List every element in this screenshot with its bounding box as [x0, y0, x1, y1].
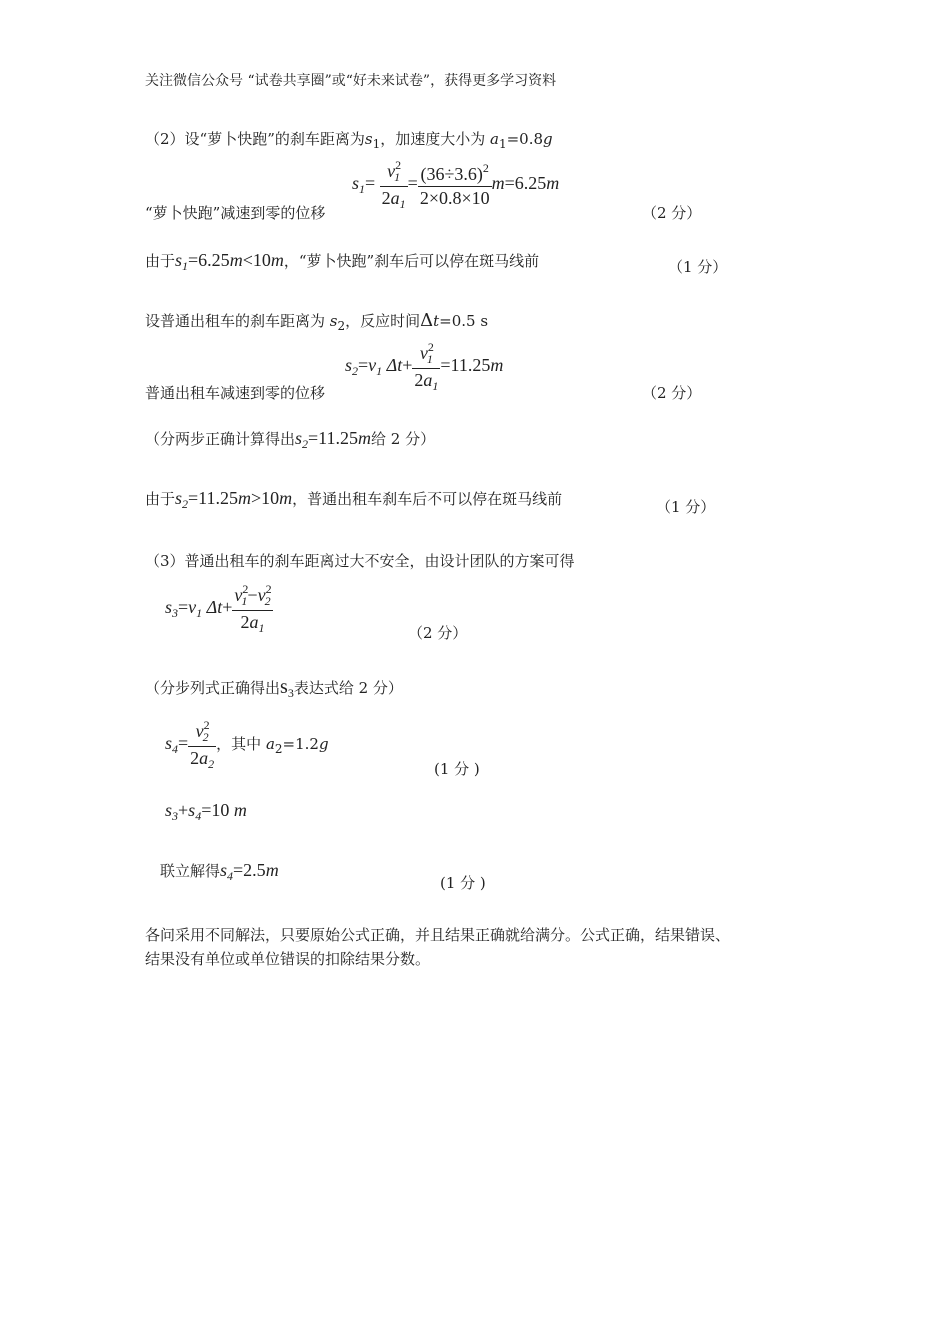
- a1-subscript: 1: [498, 137, 507, 151]
- a1-value: =0.8: [506, 130, 544, 148]
- a1-symbol: a: [490, 130, 499, 148]
- part2-intro-mid: ，加速度大小为: [380, 130, 491, 148]
- line1-score: （2 分）: [642, 204, 702, 222]
- line4-score: （2 分）: [642, 384, 702, 402]
- eq6-score: (1 分 ): [440, 874, 486, 892]
- part2-intro-text: （2）设“萝卜快跑”的刹车距离为: [145, 130, 365, 148]
- equation-s3: $s_3=v_1$ Δt+ $\frac{v^2_1-v^2_2}{2a_1}$: [165, 582, 272, 635]
- line1-label: “萝卜快跑”减速到零的位移: [145, 204, 326, 222]
- equation-s2: $s_2=v_1$ Δt+ $\frac{v^2_1}{2a_1}$ =11.25m: [345, 340, 504, 393]
- s1-subscript: 1: [372, 137, 381, 151]
- line2: 由于$s_1=6.25m<10m$，“萝卜快跑”刹车后可以停在斑马线前: [145, 250, 540, 273]
- equation-result: 联立解得$s_4=2.5m$: [160, 860, 279, 883]
- part2-intro: [145, 128, 553, 151]
- page-header: 关注微信公众号 “试卷共享圈”或“好未来试卷”，获得更多学习资料: [145, 73, 557, 89]
- footer-line2: 结果没有单位或单位错误的扣除结果分数。: [145, 950, 431, 968]
- equation-s4: $s_4=$ $\frac{v^2_2}{2a_2}$ ，其中 $a_2=1.2g$: [165, 718, 329, 771]
- line5: （分两步正确计算得出$s_2=11.25m$给 2 分）: [145, 428, 436, 451]
- line2-score: （1 分）: [668, 258, 728, 276]
- equation-sum: $s_3+s_4=10$ m: [165, 800, 247, 823]
- g-symbol: g: [543, 130, 553, 148]
- line3: 设普通出租车的刹车距离为 $s_2$，反应时间Δt=0.5 s: [145, 310, 489, 333]
- line6: 由于$s_2=11.25m>10m$，普通出租车刹车后不可以停在斑马线前: [145, 488, 563, 511]
- equation-s1: $s_1=$ $\frac{v^2_1}{2a_1}$ = $\frac{(36\div 3.6)^2}{2\times 0.8\times 10}$ m=6.25m: [352, 158, 560, 211]
- part3-note: （分步列式正确得出$s_3$表达式给 2 分）: [145, 676, 403, 700]
- line6-score: （1 分）: [656, 498, 716, 516]
- footer-line1: 各问采用不同解法，只要原始公式正确，并且结果正确就给满分。公式正确，结果错误、: [145, 926, 731, 944]
- line4-label: 普通出租车减速到零的位移: [145, 384, 326, 402]
- part3-intro: （3）普通出租车的刹车距离过大不安全，由设计团队的方案可得: [145, 552, 575, 570]
- eq3-score: （2 分）: [408, 624, 468, 642]
- s1-symbol: s: [364, 130, 373, 148]
- eq4-score: (1 分 ): [434, 760, 480, 778]
